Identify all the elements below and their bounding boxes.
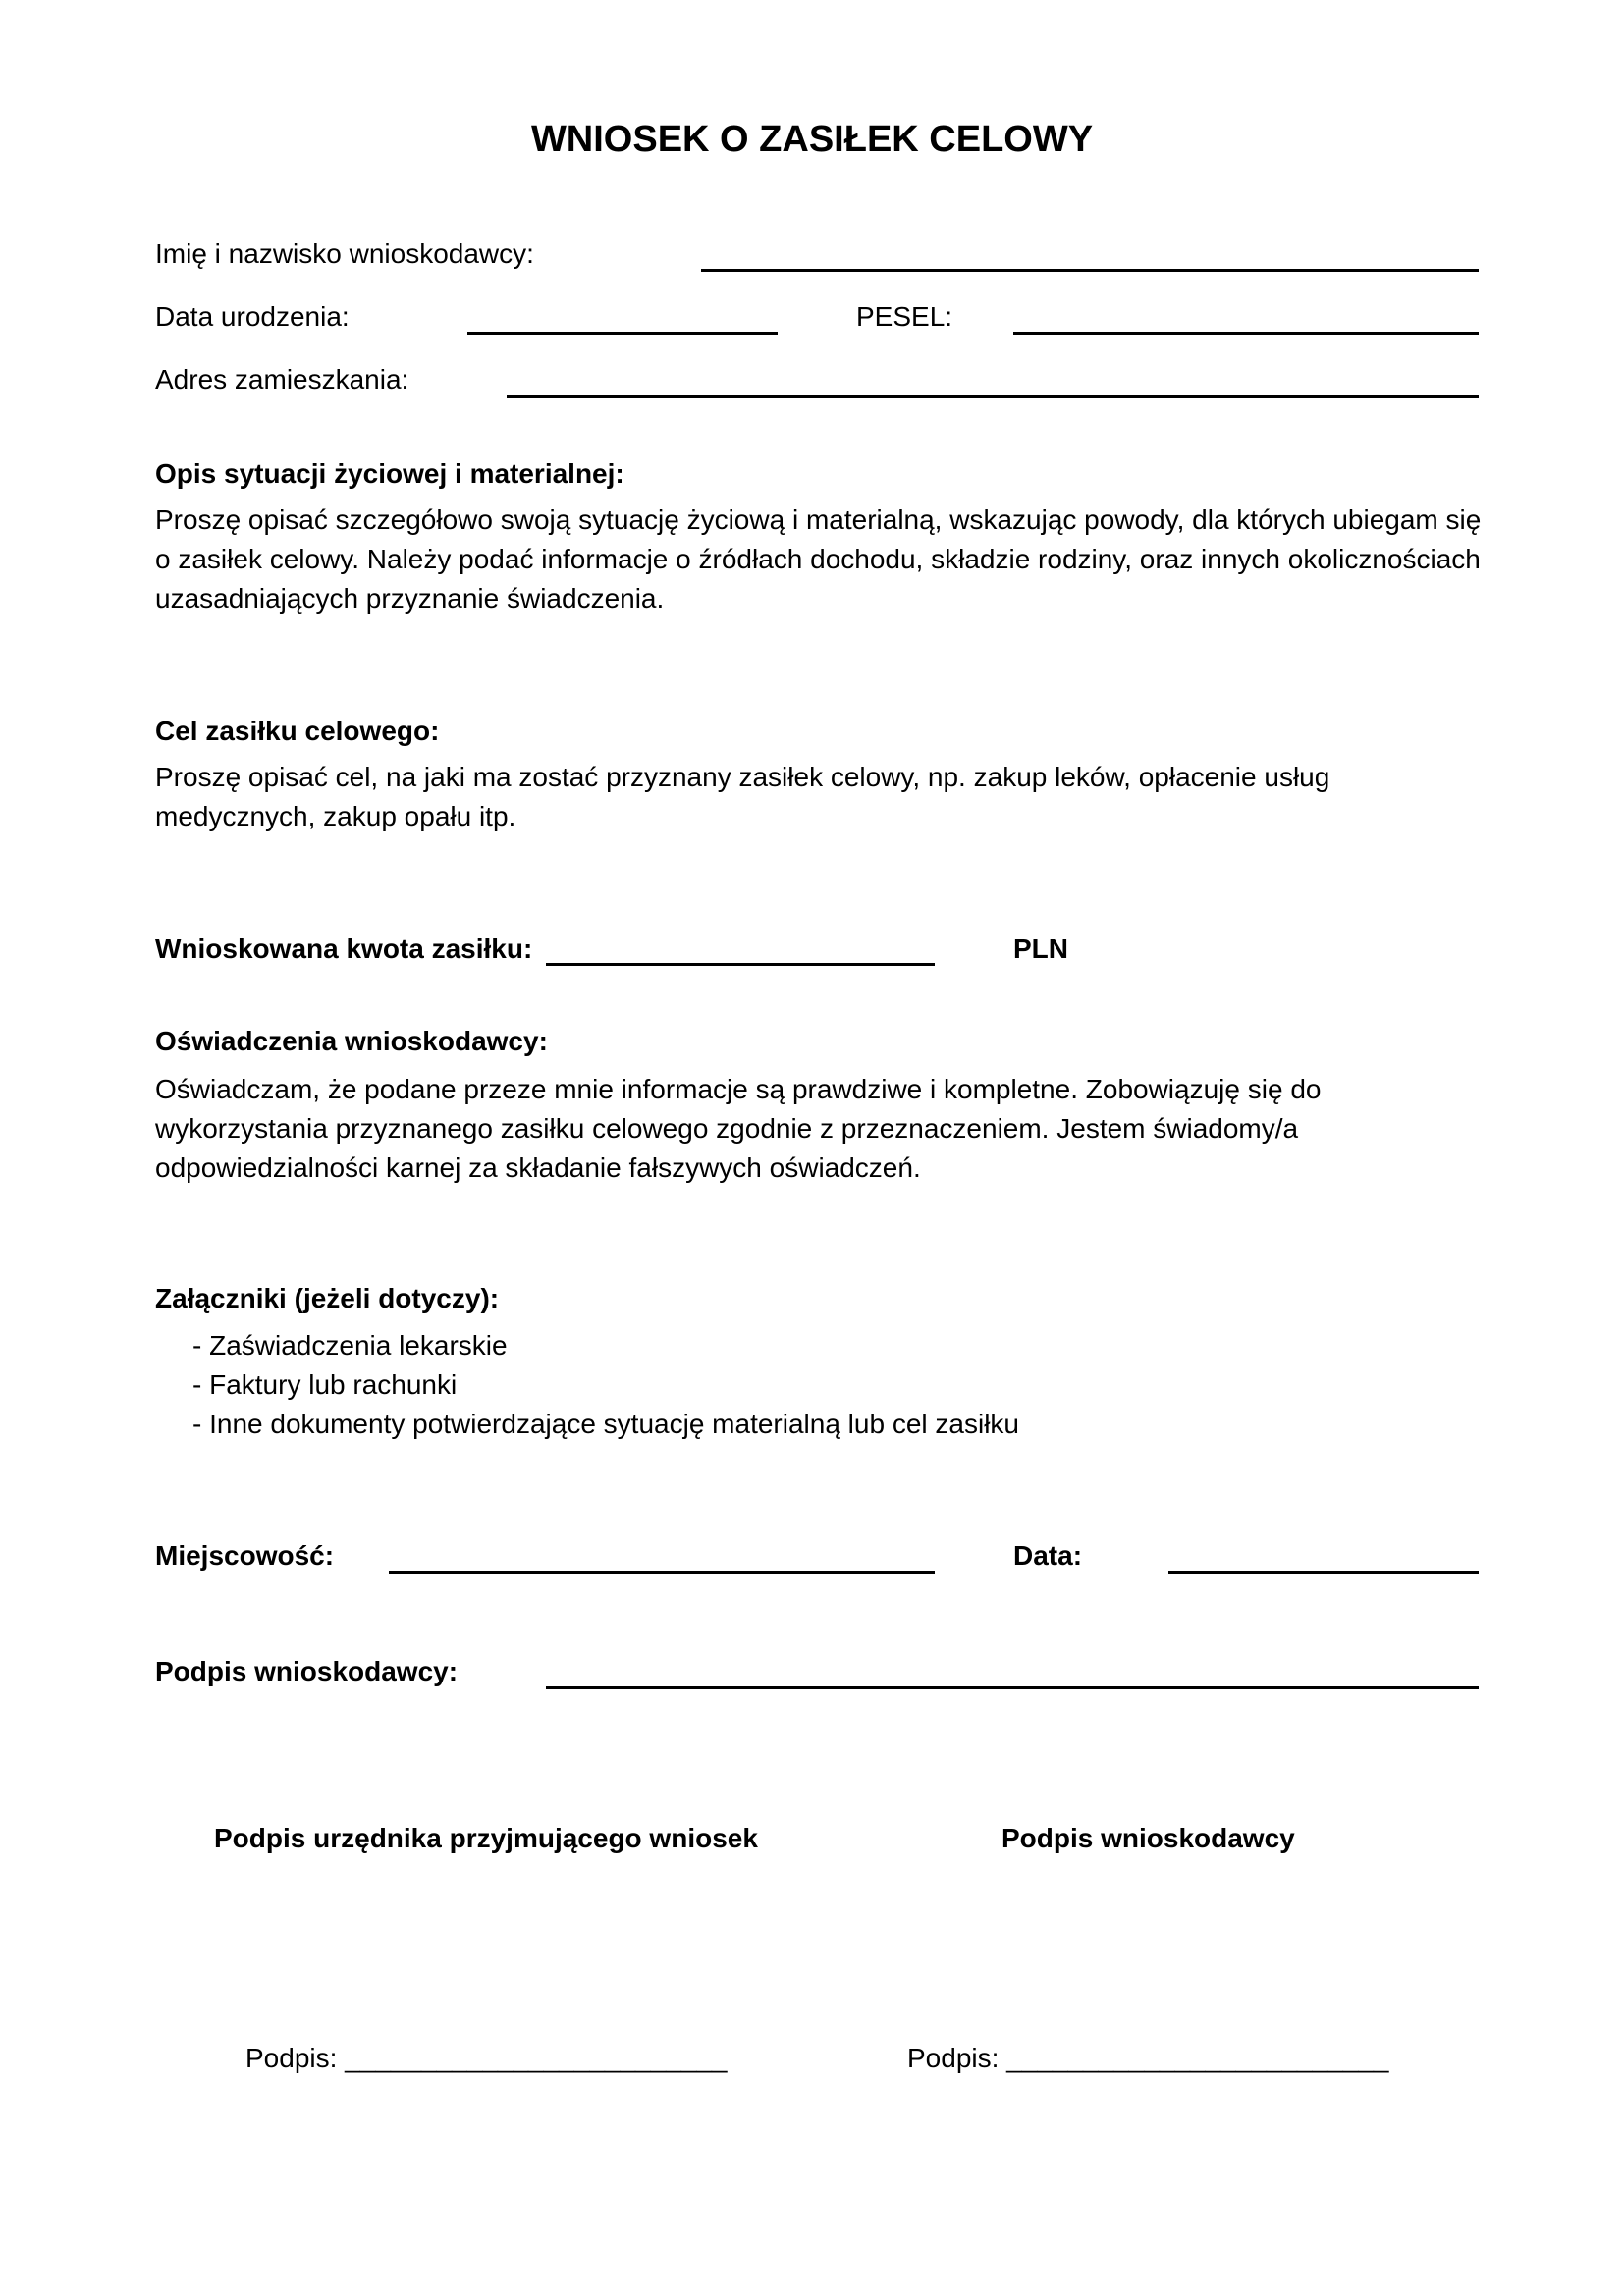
- address-label: Adres zamieszkania:: [155, 364, 409, 395]
- name-field[interactable]: [701, 269, 1479, 272]
- purpose-heading: Cel zasiłku celowego:: [155, 716, 440, 746]
- currency-label: PLN: [1013, 934, 1068, 964]
- page-title: WNIOSEK O ZASIŁEK CELOWY: [530, 119, 1094, 160]
- attachment-item: - Faktury lub rachunki: [192, 1369, 458, 1400]
- date-label: Data:: [1013, 1540, 1083, 1571]
- applicant-signature-label: Podpis wnioskodawcy:: [155, 1656, 459, 1686]
- situation-text: Proszę opisać szczegółowo swoją sytuację życiową i materialną, wskazując powody, dla których ubiegam się o zasiłek celowy. Należy podać informacje o źródłach dochodu, składzie rodziny, oraz innych okolicznościach uzasadniających przyznanie świadczenia.: [155, 505, 1482, 614]
- applicant-signature-heading: Podpis wnioskodawcy: [1001, 1823, 1295, 1853]
- attachment-item: - Inne dokumenty potwierdzające sytuację materialną lub cel zasiłku: [192, 1409, 1019, 1439]
- name-label: Imię i nazwisko wnioskodawcy:: [155, 239, 534, 269]
- place-field[interactable]: [389, 1571, 935, 1574]
- applicant-signature-line[interactable]: Podpis: _________________________: [907, 2043, 1389, 2073]
- declarations-heading: Oświadczenia wnioskodawcy:: [155, 1026, 548, 1056]
- place-label: Miejscowość:: [155, 1540, 335, 1571]
- declarations-text: Oświadczam, że podane przeze mnie informacje są prawdziwe i kompletne. Zobowiązuję się do wykorzystania przyznanego zasiłku celowego zgodnie z przeznaczeniem. Jestem świadomy/a odpowiedzialności karnej za składanie fałszywych oświadczeń.: [155, 1074, 1322, 1183]
- birth-date-label: Data urodzenia:: [155, 301, 350, 332]
- attachment-item: - Zaświadczenia lekarskie: [192, 1330, 508, 1361]
- attachments-heading: Załączniki (jeżeli dotyczy):: [155, 1283, 500, 1313]
- situation-heading: Opis sytuacji życiowej i materialnej:: [155, 458, 624, 489]
- official-signature-line[interactable]: Podpis: _________________________: [245, 2043, 728, 2073]
- amount-label: Wnioskowana kwota zasiłku:: [155, 934, 533, 964]
- date-field[interactable]: [1168, 1571, 1479, 1574]
- pesel-field[interactable]: [1013, 332, 1479, 335]
- birth-date-field[interactable]: [467, 332, 778, 335]
- pesel-label: PESEL:: [856, 301, 953, 332]
- amount-field[interactable]: [546, 963, 935, 966]
- address-field[interactable]: [507, 395, 1479, 398]
- official-signature-heading: Podpis urzędnika przyjmującego wniosek: [214, 1823, 758, 1853]
- purpose-text: Proszę opisać cel, na jaki ma zostać przyznany zasiłek celowy, np. zakup leków, opłacenie usług medycznych, zakup opału itp.: [155, 762, 1330, 831]
- applicant-signature-field[interactable]: [546, 1686, 1479, 1689]
